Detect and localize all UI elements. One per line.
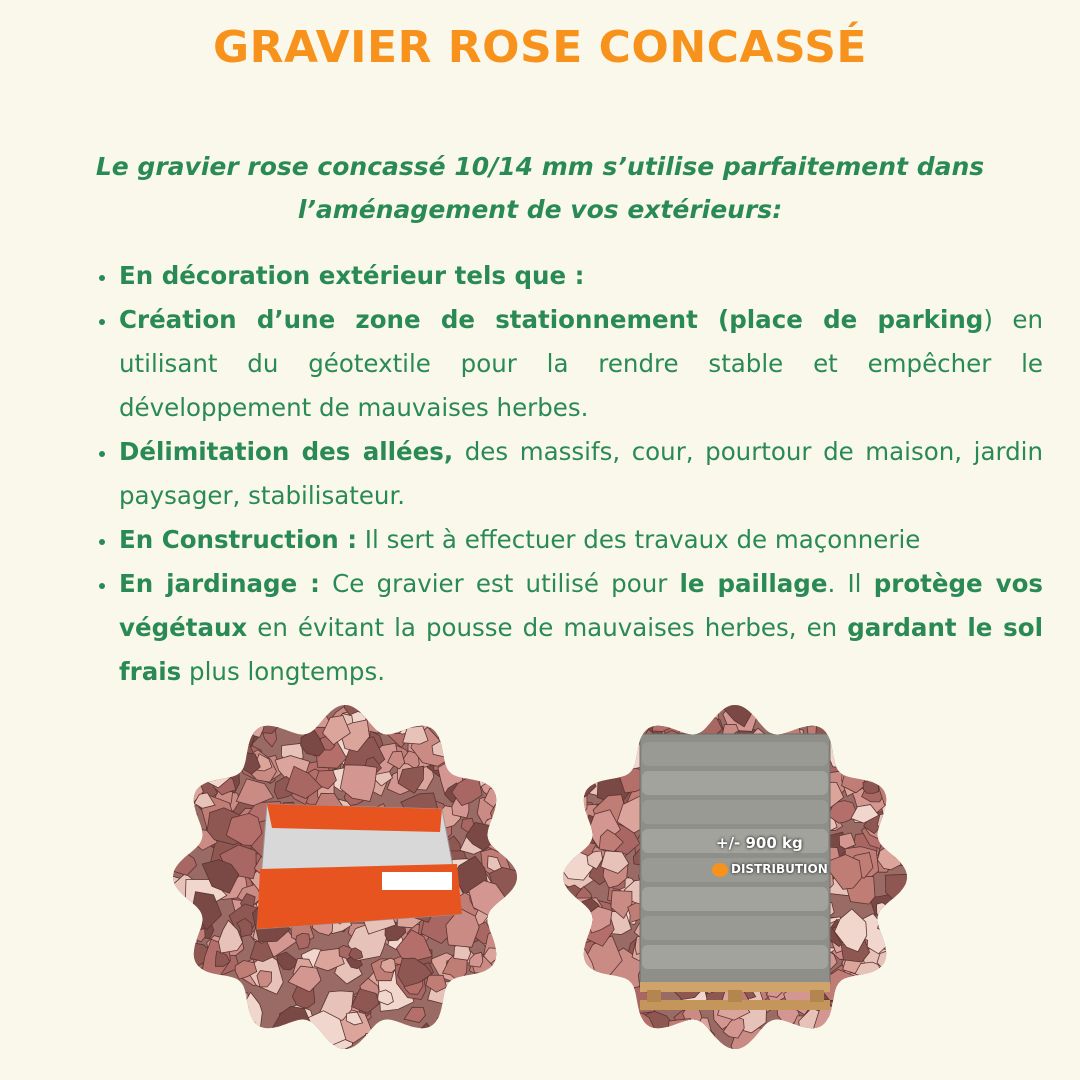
brand-logo-icon xyxy=(712,863,728,877)
gravel-stone xyxy=(885,796,908,837)
gravel-stone xyxy=(877,812,895,833)
gravel-stone xyxy=(653,704,670,713)
gravel-stone xyxy=(428,708,446,727)
gravel-stone xyxy=(470,1016,485,1029)
pallet-bag-row xyxy=(642,800,828,824)
gravel-stone xyxy=(878,917,893,932)
gravel-stone xyxy=(828,1004,853,1037)
gravel-stone xyxy=(210,1016,247,1050)
gravel-stone xyxy=(195,728,213,747)
gravel-stone xyxy=(575,983,602,1013)
bold-text: le paillage xyxy=(679,569,828,598)
gravel-stone xyxy=(463,1004,483,1028)
intro-text: Le gravier rose concassé 10/14 mm s’utilise parfaitement dans l’aménagement de vos extérieurs: xyxy=(95,152,985,224)
brand-text: DISTRIBUTION xyxy=(731,862,828,876)
gravel-stone xyxy=(468,720,501,762)
brand-label xyxy=(712,862,828,877)
gravel-stone xyxy=(487,749,514,773)
gravel-stone xyxy=(454,1024,483,1044)
gravel-stone xyxy=(467,749,494,780)
gravel-stone xyxy=(569,903,589,925)
bold-text: Délimitation des allées, xyxy=(119,437,454,466)
gravel-stone xyxy=(192,719,209,740)
bold-text: En jardinage : xyxy=(119,569,320,598)
gravel-stone xyxy=(448,1006,472,1027)
gravel-stone xyxy=(579,709,611,744)
gravel-stone xyxy=(869,704,907,730)
gravel-stone xyxy=(855,974,879,999)
pallet-bag-row xyxy=(642,887,828,911)
gravel-stone xyxy=(493,761,509,781)
gravel-stone xyxy=(837,734,874,764)
page-title: GRAVIER ROSE CONCASSÉ xyxy=(213,22,867,73)
gravel-stone xyxy=(172,962,187,981)
gravel-stone xyxy=(193,1027,225,1050)
gravel-stone xyxy=(179,704,205,720)
gravel-stone xyxy=(828,1013,862,1043)
gravel-stone xyxy=(451,729,480,758)
gravel-stone xyxy=(405,1029,429,1050)
gravel-stone xyxy=(883,711,908,743)
gravel-stone xyxy=(459,711,490,745)
gravel-stone xyxy=(172,783,190,806)
gravel-stone xyxy=(197,735,227,765)
gravel-stone xyxy=(873,1005,906,1048)
gravel-stone xyxy=(582,1010,617,1044)
gravel-stone xyxy=(172,1025,192,1050)
gravel-stone xyxy=(685,704,708,725)
gravel-stone xyxy=(498,974,518,1007)
gravel-stone xyxy=(840,706,860,731)
gravel-stone xyxy=(612,1026,631,1042)
gravel-stone xyxy=(191,929,205,942)
gravel-stone xyxy=(848,704,864,717)
gravel-stone xyxy=(856,709,888,743)
gravel-stone xyxy=(867,741,895,769)
gravel-stone xyxy=(773,704,805,723)
plain-text: Il sert à effectuer des travaux de maçonnerie xyxy=(357,525,921,554)
gravel-stone xyxy=(599,714,619,734)
gravel-stone xyxy=(389,1032,407,1046)
gravel-stone xyxy=(562,719,583,760)
gravel-stone xyxy=(287,1024,312,1050)
bold-text: Création d’une zone de stationnement (place de parking xyxy=(119,305,984,334)
gravel-stone xyxy=(208,989,221,1002)
gravel-stone xyxy=(896,946,908,979)
gravel-stone xyxy=(579,1036,605,1050)
gravel-stone xyxy=(207,722,238,756)
gravel-pallet-image xyxy=(562,704,908,1050)
gravel-stone xyxy=(257,971,272,987)
pallet-block xyxy=(728,990,742,1002)
bold-text: protège vos végétaux xyxy=(119,569,1043,642)
gravel-stone xyxy=(562,719,587,750)
gravel-stone xyxy=(486,728,518,764)
gravel-stone xyxy=(590,704,616,731)
list-item xyxy=(118,430,1043,518)
gravel-bag-image xyxy=(172,704,518,1050)
list-item xyxy=(118,298,1043,430)
gravel-stone xyxy=(390,711,406,728)
gravel-stone xyxy=(470,1013,494,1038)
gravel-stone xyxy=(894,997,908,1029)
gravel-stone xyxy=(502,754,518,786)
gravel-stone xyxy=(642,1034,671,1050)
gravel-stone xyxy=(690,1043,706,1050)
gravel-stone xyxy=(201,984,222,1001)
gravel-stone xyxy=(562,782,587,818)
gravel-stone xyxy=(877,949,908,974)
gravel-stone xyxy=(890,772,909,806)
gravel-stone xyxy=(469,707,490,728)
plain-text: . Il xyxy=(827,569,874,598)
gravel-stone xyxy=(232,992,249,1006)
gravel-stone xyxy=(863,780,879,794)
gravel-stone xyxy=(480,754,511,786)
gravel-stone xyxy=(576,1035,600,1050)
gravel-stone xyxy=(201,704,213,714)
gravel-stone xyxy=(884,832,906,850)
gravel-stone xyxy=(491,905,518,932)
gravel-stone xyxy=(462,750,486,772)
gravel-stone xyxy=(172,767,188,794)
gravel-pallet-photo xyxy=(562,704,908,1050)
gravel-stone xyxy=(667,1019,694,1046)
gravel-stone xyxy=(597,725,628,757)
gravel-stone xyxy=(562,706,577,735)
gravel-stone xyxy=(779,704,810,726)
gravel-stone xyxy=(442,720,457,739)
gravel-stone xyxy=(878,908,908,938)
gravel-stone xyxy=(562,901,582,916)
gravel-stone xyxy=(859,713,883,734)
gravel-stone xyxy=(571,994,585,1011)
pallet-bag-row xyxy=(642,945,828,969)
list-item xyxy=(118,518,1043,562)
plain-text: Ce gravier est utilisé pour xyxy=(319,569,680,598)
gravel-stone xyxy=(197,1034,233,1050)
gravel-stone xyxy=(231,704,251,715)
gravel-stone xyxy=(373,704,408,734)
gravel-bag-photo xyxy=(172,704,518,1050)
gravel-stone xyxy=(767,1037,787,1050)
gravel-stone xyxy=(498,714,518,744)
plain-text: en évitant la pousse de mauvaises herbes, en xyxy=(247,613,848,642)
gravel-stone xyxy=(487,758,503,775)
bold-text: En décoration extérieur tels que : xyxy=(119,261,585,290)
gravel-stone xyxy=(592,715,611,736)
gravel-stone xyxy=(848,707,870,727)
gravel-stone xyxy=(203,993,233,1022)
gravel-stone xyxy=(859,725,897,772)
gravel-stone xyxy=(172,718,206,746)
gravel-stone xyxy=(868,704,888,719)
gravel-stone xyxy=(184,1018,214,1043)
gravel-stone xyxy=(633,1031,663,1050)
bag-label xyxy=(382,872,452,890)
gravel-stone xyxy=(203,720,216,736)
gravel-stone xyxy=(187,739,220,771)
list-item xyxy=(118,254,1043,298)
gravel-stone xyxy=(836,1009,855,1021)
gravel-stone xyxy=(567,716,602,745)
plain-text: des massifs, cour, pourtour de maison, jardin paysager, stabilisateur. xyxy=(119,437,1043,510)
plain-text: plus longtemps. xyxy=(181,657,386,686)
gravel-stone xyxy=(200,733,214,746)
gravel-stone xyxy=(652,717,669,731)
gravel-stone xyxy=(650,704,676,727)
pallet-bag-row xyxy=(642,771,828,795)
gravel-stone xyxy=(496,744,511,760)
gravel-stone xyxy=(477,973,495,985)
gravel-stone xyxy=(865,1019,905,1050)
gravel-stone xyxy=(172,1021,191,1042)
gravel-stone xyxy=(566,704,606,734)
gravel-stone xyxy=(842,743,870,769)
gravel-stone xyxy=(500,704,510,717)
gravel-stone xyxy=(202,748,217,763)
gravel-stone xyxy=(877,903,891,920)
gravel-stone xyxy=(243,704,277,719)
gravel-stone xyxy=(198,1030,216,1051)
gravel-stone xyxy=(562,771,581,789)
gravel-stone xyxy=(581,993,598,1011)
gravel-stone xyxy=(500,788,518,809)
gravel-stone xyxy=(483,704,512,723)
gravel-stone xyxy=(173,704,210,724)
gravel-stone xyxy=(567,962,587,983)
bold-text: gardant le sol frais xyxy=(119,613,1043,686)
gravel-stone xyxy=(463,1020,479,1039)
gravel-stone xyxy=(386,1025,406,1047)
gravel-stone xyxy=(314,704,328,718)
gravel-stone xyxy=(878,753,903,781)
gravel-stone xyxy=(874,765,894,783)
gravel-stone xyxy=(562,718,591,750)
gravel-stone xyxy=(857,742,893,780)
gravel-stone xyxy=(562,768,578,789)
gravel-stone xyxy=(224,713,255,749)
gravel-stone xyxy=(851,987,876,1021)
gravel-stone xyxy=(562,761,570,775)
gravel-stone xyxy=(886,967,908,1003)
gravel-stone xyxy=(562,910,588,940)
gravel-stone xyxy=(687,704,710,726)
gravel-stone xyxy=(589,758,607,771)
pallet-bag-row xyxy=(642,742,828,766)
gravel-stone xyxy=(493,709,510,724)
gravel-stone xyxy=(782,1025,807,1050)
pallet-bag-row xyxy=(642,916,828,940)
gravel-stone xyxy=(365,1032,389,1050)
plain-text: ) en utilisant du géotextile pour la rendre stable et empêcher le développement de mauvaises herbes. xyxy=(119,305,1043,422)
gravel-stone xyxy=(214,733,240,755)
gravel-stone xyxy=(444,1032,467,1050)
gravel-stone xyxy=(180,742,211,779)
gravel-stone xyxy=(466,710,493,746)
gravel-stone xyxy=(173,734,197,760)
gravel-stone xyxy=(493,968,518,999)
gravel-stone xyxy=(590,1009,620,1042)
gravel-stone xyxy=(856,704,886,729)
gravel-stone xyxy=(444,708,461,725)
gravel-stone xyxy=(832,1032,846,1048)
gravel-stone xyxy=(369,704,385,715)
usage-list xyxy=(90,254,1043,694)
gravel-stone xyxy=(296,933,310,949)
gravel-stone xyxy=(765,1026,780,1042)
gravel-stone xyxy=(562,721,581,745)
gravel-stone xyxy=(193,1010,235,1041)
gravel-stone xyxy=(683,1018,712,1049)
gravel-stone xyxy=(239,1023,258,1044)
gravel-stone xyxy=(438,1013,455,1030)
weight-label: +/- 900 kg xyxy=(716,834,803,852)
gravel-stone xyxy=(847,704,868,731)
gravel-stone xyxy=(891,951,908,976)
gravel-stone xyxy=(493,704,518,728)
list-item xyxy=(118,562,1043,694)
gravel-stone xyxy=(186,743,199,757)
gravel-stone xyxy=(500,764,518,793)
gravel-stone xyxy=(172,737,186,749)
bold-text: En Construction : xyxy=(119,525,358,554)
gravel-stone xyxy=(685,707,700,722)
gravel-stone xyxy=(847,719,890,754)
gravel-stone xyxy=(495,1007,518,1028)
gravel-stone xyxy=(189,704,213,731)
gravel-stone xyxy=(563,804,574,818)
gravel-stone xyxy=(605,719,635,753)
pallet-block xyxy=(647,990,661,1002)
gravel-stone xyxy=(197,741,216,758)
gravel-stone xyxy=(848,972,877,1017)
gravel-stone xyxy=(204,728,228,748)
gravel-stone xyxy=(172,1019,201,1050)
pallet-block xyxy=(810,990,824,1002)
gravel-stone xyxy=(479,980,502,1005)
gravel-stone xyxy=(892,817,907,829)
gravel-stone xyxy=(576,721,616,760)
gravel-stone xyxy=(494,748,518,778)
gravel-stone xyxy=(893,918,908,938)
gravel-stone xyxy=(483,973,504,995)
gravel-stone xyxy=(172,809,197,837)
gravel-stone xyxy=(562,1012,575,1028)
